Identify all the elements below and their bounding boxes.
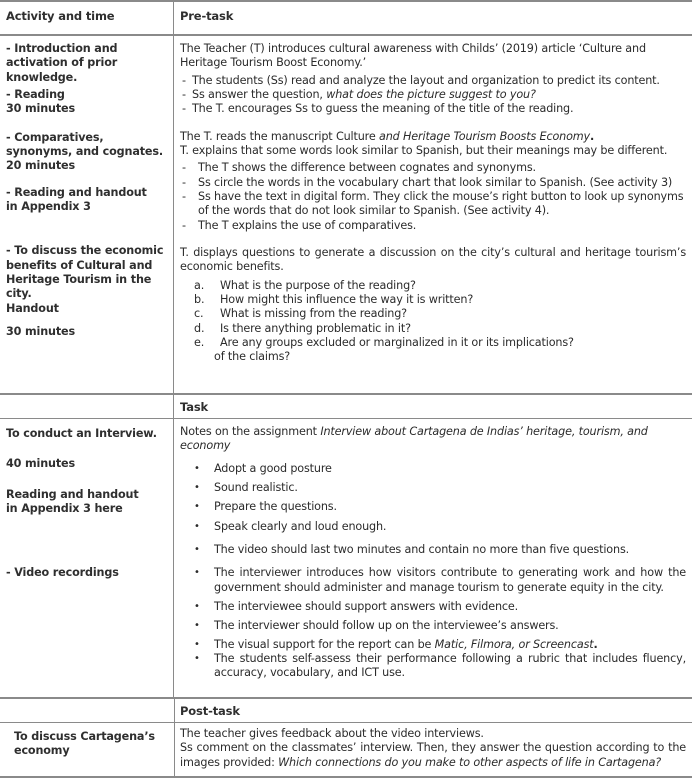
- header-task: Task: [180, 400, 209, 414]
- list-item: • The interviewer should follow up on the interviewee’s answers.: [180, 619, 686, 633]
- task-left-column: [6, 427, 168, 581]
- pretask-vocabulary-steps: [180, 161, 686, 233]
- pretask-discussion-intro: T. displays questions to generate a discussion on the city’s cultural and heritage tourism’s economic benefits.: [180, 245, 686, 274]
- list-item: - The students (Ss) read and analyze the layout and organization to predict its content.: [180, 74, 686, 88]
- question-tail: of the claims?: [214, 350, 291, 364]
- header-pre-task: Pre-task: [180, 9, 234, 23]
- column-divider: [173, 0, 174, 698]
- posttask-discussion: Ss comment on the classmates’ interview. Then, they answer the question according to the images provided: Which connections do you make to other aspects of life in Cartagena?: [180, 741, 686, 769]
- table-bottom-border: [0, 776, 692, 778]
- activity-video-recordings: - Video recordings: [6, 566, 119, 580]
- discussion-questions: [180, 279, 686, 351]
- activity-economic-discussion: - To discuss the economic benefits of Cultural and Heritage Tourism in the city. Handout: [6, 244, 164, 315]
- activity-reading: - Reading: [6, 87, 65, 101]
- activity-comparatives-time: 20 minutes: [6, 159, 75, 173]
- activity-economic-discussion-time: 30 minutes: [6, 324, 75, 338]
- activity-introduction: - Introduction and activation of prior knowledge.: [6, 42, 118, 84]
- activity-reading-time: 30 minutes: [6, 102, 75, 116]
- task-header-divider: [0, 418, 692, 419]
- pretask-manuscript-line: The T. reads the manuscript Culture and Heritage Tourism Boosts Economy.: [180, 129, 595, 143]
- list-item: - The T. encourages Ss to guess the meaning of the title of the reading.: [180, 102, 686, 116]
- list-item: e. Are any groups excluded or marginalized in it or its implications?: [194, 335, 574, 349]
- list-item: - The T explains the use of comparatives.: [180, 219, 686, 233]
- list-item: • Adopt a good posture: [180, 462, 686, 476]
- list-item: • Speak clearly and loud enough.: [180, 520, 686, 534]
- list-item: • The interviewer introduces how visitors contribute to generating work and how the government should administer and manage tourism to generate equity in the city.: [180, 566, 686, 595]
- header-activity-and-time: Activity and time: [6, 9, 115, 23]
- list-item: - The T shows the difference between cognates and synonyms.: [180, 161, 686, 175]
- activity-interview-time: 40 minutes: [6, 457, 75, 471]
- task-guidelines: [180, 462, 686, 681]
- activity-cartagena-economy: To discuss Cartagena’s economy: [14, 730, 155, 758]
- posttask-feedback: The teacher gives feedback about the video interviews.: [180, 727, 484, 740]
- list-item: • Prepare the questions.: [180, 500, 686, 514]
- task-notes: Notes on the assignment Interview about Cartagena de Indias’ heritage, tourism, and economy: [180, 425, 648, 453]
- task-right-column: [180, 425, 686, 681]
- list-item: b. How might this influence the way it is written?: [194, 292, 474, 306]
- list-item: • The students self-assess their performance following a rubric that includes fluency, accuracy, vocabulary, and ICT use.: [180, 652, 686, 681]
- list-item: • Sound realistic.: [180, 481, 686, 495]
- pretask-reading-steps: [180, 74, 686, 117]
- task-bottom-divider: [0, 697, 692, 699]
- list-item: c. What is missing from the reading?: [194, 307, 407, 321]
- activity-interview: To conduct an Interview.: [6, 427, 157, 440]
- posttask-right-column: [180, 727, 686, 770]
- pretask-right-column: [180, 42, 686, 365]
- list-item: • The interviewee should support answers with evidence.: [180, 600, 686, 614]
- list-item: - Ss have the text in digital form. They click the mouse’s right button to look up synonyms of the words that do not look similar to Spanish. (See activity 4).: [180, 190, 686, 219]
- list-item: - Ss answer the question, what does the picture suggest to you?: [180, 88, 686, 102]
- activity-reading-handout-here: Reading and handout in Appendix 3 here: [6, 487, 139, 515]
- list-item: • The video should last two minutes and contain no more than five questions.: [180, 543, 686, 557]
- table-top-border: [0, 0, 692, 2]
- list-item: • The visual support for the report can be Matic, Filmora, or Screencast.: [180, 638, 686, 652]
- activity-comparatives: - Comparatives, synonyms, and cognates.: [6, 130, 163, 158]
- pretask-bottom-divider: [0, 393, 692, 395]
- pretask-left-column: [6, 42, 168, 339]
- activity-reading-handout: - Reading and handout in Appendix 3: [6, 185, 147, 213]
- list-item: - Ss circle the words in the vocabulary chart that look similar to Spanish. (See activity 3): [180, 176, 686, 190]
- list-item: d. Is there anything problematic in it?: [194, 321, 411, 335]
- header-divider: [0, 34, 692, 36]
- pretask-intro: The Teacher (T) introduces cultural awareness with Childs’ (2019) article ‘Culture and Heritage Tourism Boost Economy.’: [180, 42, 646, 70]
- header-post-task: Post-task: [180, 704, 240, 718]
- pretask-explanation-line: T. explains that some words look similar to Spanish, but their meanings may be different.: [180, 143, 668, 157]
- list-item: a. What is the purpose of the reading?: [194, 278, 416, 292]
- posttask-header-divider: [0, 722, 692, 723]
